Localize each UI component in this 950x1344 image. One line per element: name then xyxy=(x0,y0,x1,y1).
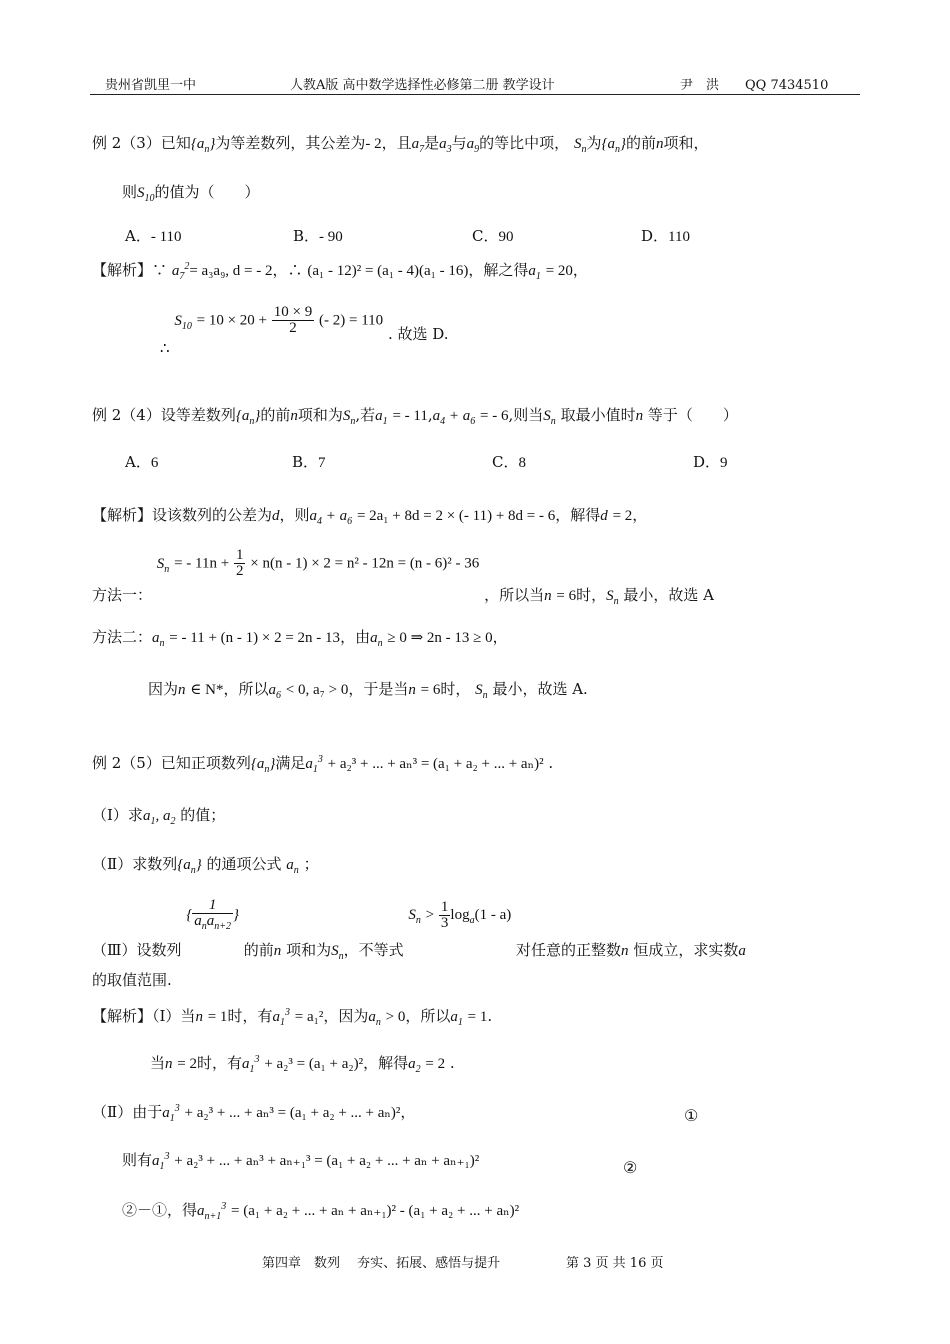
ex25-solution-line3: （Ⅱ）由于$a_1^3 + a_2^3$ + ... + aₙ³ = (a₁ + a₂ + ... + aₙ)²， xyxy=(92,1103,416,1124)
ex25-q3-line2: 的取值范围. xyxy=(92,971,172,989)
ex25-solution-line4: 则有$a_1^3 + a_2^3$ + ... + aₙ³ + aₙ₊₁³ = (a₁ + a₂ + ... + aₙ + aₙ₊₁)² xyxy=(122,1151,480,1172)
header-rule xyxy=(90,94,860,95)
ex23-option-d: D．110 xyxy=(641,227,690,245)
ex24-option-b: B．7 xyxy=(292,453,326,471)
ex25-q2: （Ⅱ）求数列$\{a_n\}$ 的通项公式 $a_n$ ； xyxy=(92,855,319,876)
ex24-option-d: D．9 xyxy=(693,453,728,471)
header-author: 尹 洪 QQ 7434510 xyxy=(680,78,829,93)
ex24-method2-line2: 因为n ∈ N*，所以$a_6 < 0$, a₇ > 0，于是当n = 6时， $S_n$ 最小，故选 A. xyxy=(148,680,588,701)
ex23-line1: 例 2（3）已知$\{a_n\}$为等差数列，其公差为- 2，且$a_7$是$a_3$与$a_9$的等比中项， $S_n$为$\{a_n\}$的前n项和， xyxy=(92,134,709,155)
ex24-method2: 方法二：$a_n$ = - 11 + (n - 1) × 2 = 2n - 13，由$a_n \ge 0$ ⇒ 2n - 13 ≥ 0， xyxy=(92,628,508,649)
ex23-option-b: B．- 90 xyxy=(293,227,343,245)
footer-chapter: 第四章 数列 夯实、拓展、感悟与提升 xyxy=(262,1256,501,1271)
ex23-solution-line2: ∴ $S_{10} = 10 \times 20$ + $\frac{10 \times 9}{2}$ (- 2) = 110 . 故选 D. xyxy=(160,304,449,357)
ex24-method1: 方法一： $S_n$ = - 11n + $\frac{1}{2}$ × n(n - 1) × 2 = n² - 12n = (n - 6)² - 36 ，所以当n = 6时，$S_n$ 最小，故选 A xyxy=(92,547,714,607)
footer-page-number: 第 3 页 共 16 页 xyxy=(566,1256,664,1271)
ex25-solution-line5: ②－①，得$a_{n+1}^3 = (a_1 + a_2$ + ... + aₙ + aₙ₊₁)² - (a₁ + a₂ + ... + aₙ)² xyxy=(122,1201,520,1222)
ex24-option-c: C．8 xyxy=(492,453,526,471)
ex24-line1: 例 2（4）设等差数列$\{a_n\}$的前n项和为$S_n$,若$a_1$ = - $11,a_4 + a_6$ = - 6,则当$S_n$ 取最小值时n 等于（ ） xyxy=(92,406,738,427)
ex24-solution-line1: 【解析】设该数列的公差为d，则$a_4 + a_6 = 2a_1 + 8d = 2$ × (- 11) + 8d = - 6，解得d = 2， xyxy=(92,506,648,527)
ex25-solution-line2: 当n = 2时，有$a_1^3 + a_2^3 = (a_1 + a_2)^2$，解得$a_2 = 2$ . xyxy=(150,1054,455,1075)
header-school: 贵州省凯里一中 xyxy=(105,78,197,93)
ex24-option-a: A．6 xyxy=(125,453,159,471)
ex25-q1: （Ⅰ）求$a_1$, $a_2$ 的值； xyxy=(92,806,226,827)
ex25-solution-line1: 【解析】（Ⅰ）当n = 1时，有$a_1^3 = a_1^2$，因为$a_n > 0$，所以$a_1 = 1$. xyxy=(92,1007,493,1028)
equation-marker-1: ① xyxy=(684,1106,699,1125)
ex25-line1: 例 2（5）已知正项数列$\{a_n\}$满足$a_1^3 + a_2^3$ + ... + aₙ³ = (a₁ + a₂ + ... + aₙ)² . xyxy=(92,754,554,775)
ex23-solution-line1: 【解析】∵ $a_7^2= a_3a_9$, d = - 2，∴ (a₁ - 12)² = (a₁ - 4)(a₁ - 16)，解之得$a_1 = 20$， xyxy=(92,261,588,282)
ex23-option-a: A．- 110 xyxy=(125,227,182,245)
ex25-q3: （Ⅲ）设数列 { $\frac{1}{a_na_{n+2}}$ } 的前n 项和为$S_n$，不等式 $S_n$ > $\frac{1}{3}$ $\log_a(1 - a)$ 对任意的正整数n 恒成立，求实数a xyxy=(92,897,746,962)
equation-marker-2: ② xyxy=(623,1158,638,1177)
header-book: 人教A版 高中数学选择性必修第二册 教学设计 xyxy=(290,78,555,93)
ex23-line2: 则$S_{10}$的值为（ ） xyxy=(122,183,260,204)
ex23-option-c: C．90 xyxy=(472,227,514,245)
